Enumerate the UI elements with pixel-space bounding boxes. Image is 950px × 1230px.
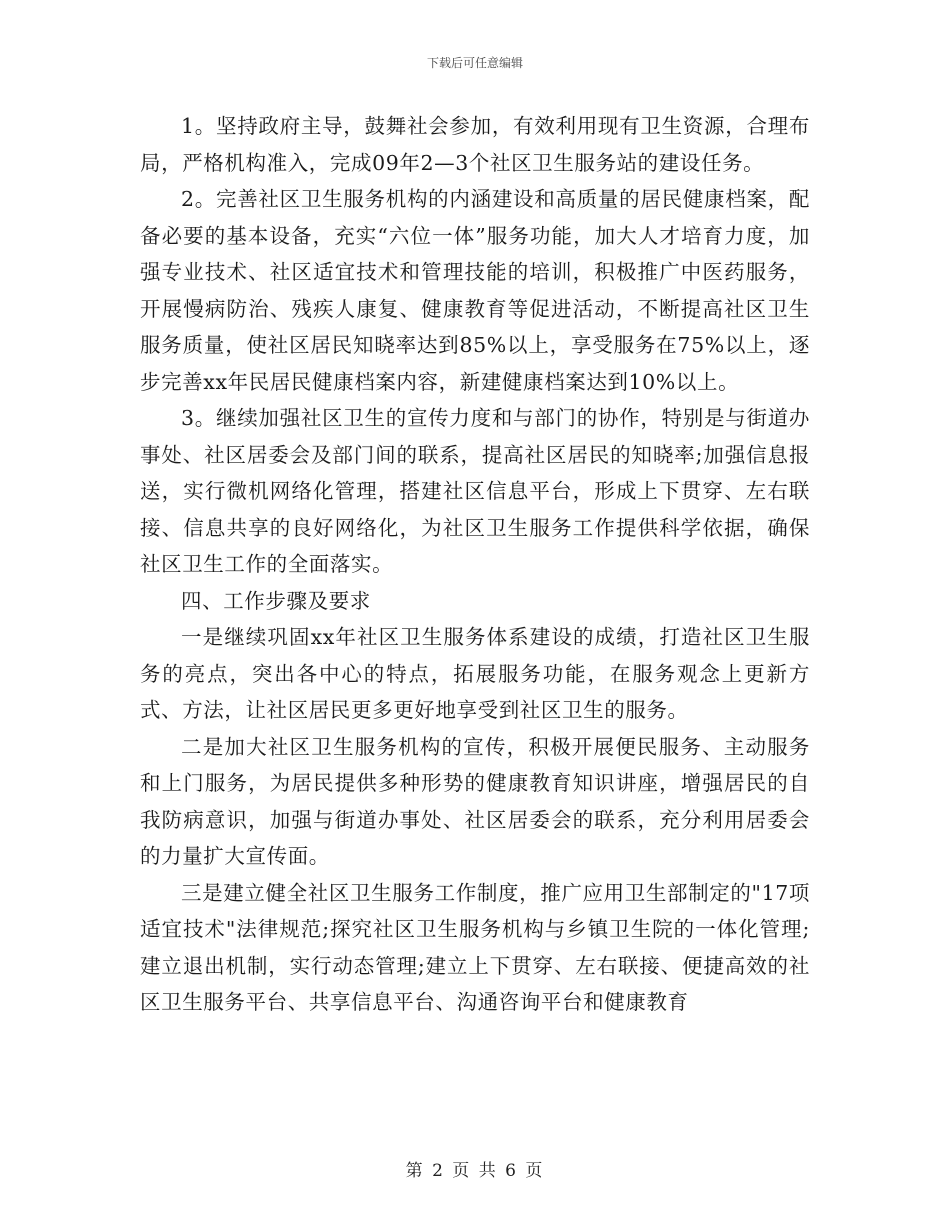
- section-heading-steps: 四、工作步骤及要求: [181, 588, 371, 613]
- paragraph-step-3: 三是建立健全社区卫生服务工作制度，推广应用卫生部制定的"17项适宜技术"法律规范;探究社区卫生服务机构与乡镇卫生院的一体化管理;建立退出机制，实行动态管理;建立上下贯穿、左右联接、便捷高效的社区卫生服务平台、共享信息平台、沟通咨询平台和健康教育: [140, 880, 810, 1014]
- paragraph-goal-1: 1。坚持政府主导，鼓舞社会参加，有效利用现有卫生资源，合理布局，严格机构准入，完成09年2—3个社区卫生服务站的建设任务。: [140, 114, 810, 175]
- page-header-note: 下载后可任意编辑: [426, 56, 523, 70]
- paragraph-goal-3: 3。继续加强社区卫生的宣传力度和与部门的协作，特别是与街道办事处、社区居委会及部门间的联系，提高社区居民的知晓率;加强信息报送，实行微机网络化管理，搭建社区信息平台，形成上下贯穿、左右联接、信息共享的良好网络化，为社区卫生服务工作提供科学依据，确保社区卫生工作的全面落实。: [140, 406, 810, 576]
- paragraph-step-1: 一是继续巩固xx年社区卫生服务体系建设的成绩，打造社区卫生服务的亮点，突出各中心的特点，拓展服务功能，在服务观念上更新方式、方法，让社区居民更多更好地享受到社区卫生的服务。: [140, 625, 810, 722]
- paragraph-goal-2: 2。完善社区卫生服务机构的内涵建设和高质量的居民健康档案，配备必要的基本设备，充实“六位一体”服务功能，加大人才培育力度，加强专业技术、社区适宜技术和管理技能的培训，积极推广中医药服务，开展慢病防治、残疾人康复、健康教育等促进活动，不断提高社区卫生服务质量，使社区居民知晓率达到85%以上，享受服务在75%以上，逐步完善xx年民居民健康档案内容，新建健康档案达到10%以上。: [140, 187, 810, 394]
- document-body: [140, 108, 810, 1021]
- paragraph-step-2: 二是加大社区卫生服务机构的宣传，积极开展便民服务、主动服务和上门服务，为居民提供多种形势的健康教育知识讲座，增强居民的自我防病意识，加强与街道办事处、社区居委会的联系，充分利用居委会的力量扩大宣传面。: [140, 734, 810, 868]
- page-number: 第 2 页 共 6 页: [405, 1161, 545, 1181]
